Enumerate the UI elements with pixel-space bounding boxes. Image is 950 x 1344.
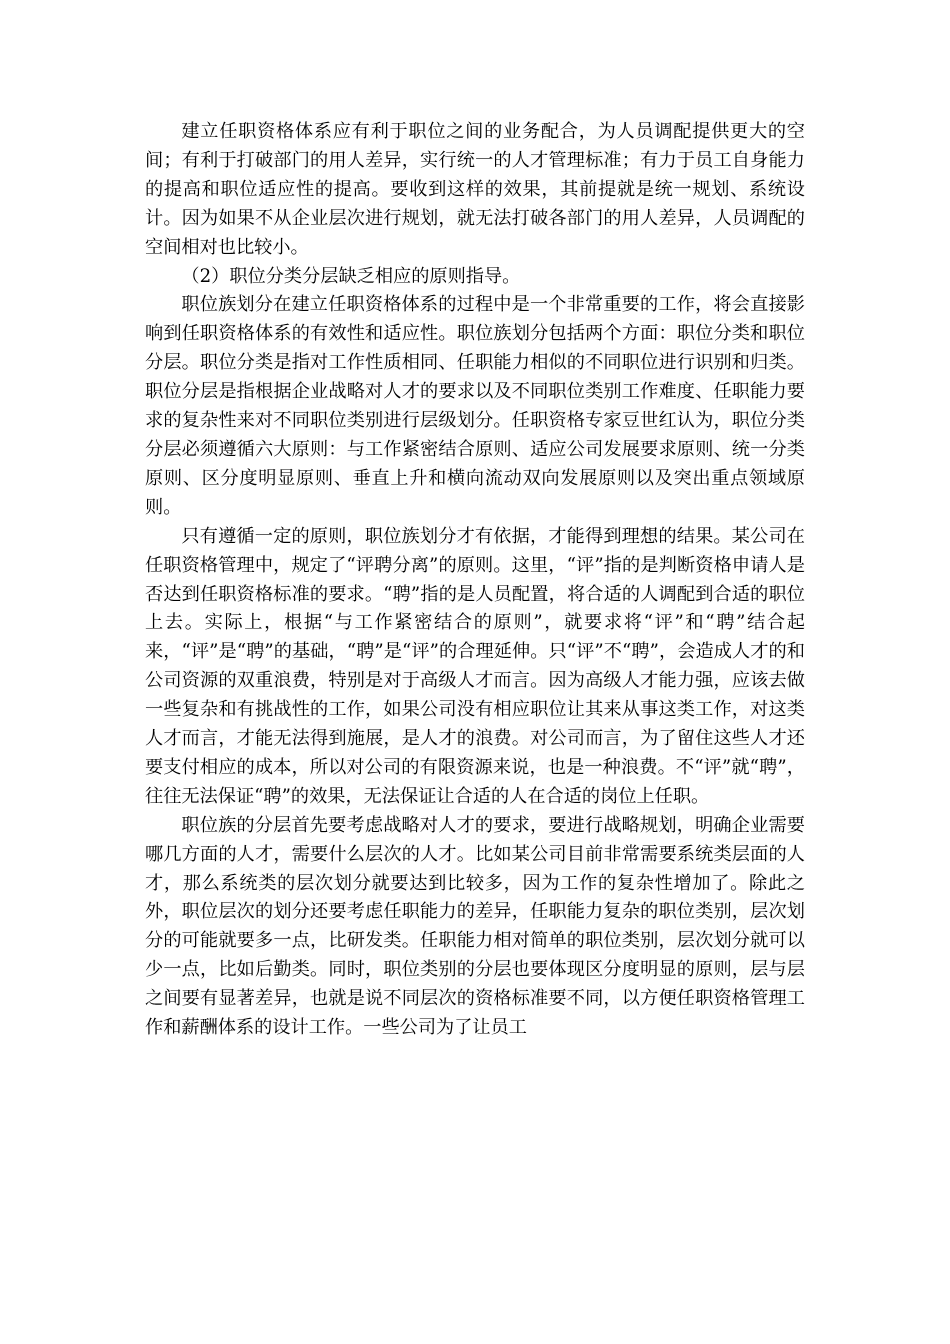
paragraph-evaluation-appointment: 只有遵循一定的原则，职位族划分才有依据，才能得到理想的结果。某公司在任职资格管理中，规定了“评聘分离”的原则。这里，“评”指的是判断资格申请人是否达到任职资格标准的要求。“聘”指的是人员配置，将合适的人调配到合适的职位上去。实际上，根据“与工作紧密结合的原则”，就要求将“评”和“聘”结合起来，“评”是“聘”的基础，“聘”是“评”的合理延伸。只“评”不“聘”，会造成人才的和公司资源的双重浪费，特别是对于高级人才而言。因为高级人才能力强，应该去做一些复杂和有挑战性的工作，如果公司没有相应职位让其来从事这类工作，对这类人才而言，才能无法得到施展，是人才的浪费。对公司而言，为了留住这些人才还要支付相应的成本，所以对公司的有限资源来说，也是一种浪费。不“评”就“聘”，往往无法保证“聘”的效果，无法保证让合适的人在合适的岗位上任职。 [145,525,805,807]
document-body [145,118,805,1043]
paragraph-unified-planning: 建立任职资格体系应有利于职位之间的业务配合，为人员调配提供更大的空间；有利于打破部门的用人差异，实行统一的人才管理标准；有力于员工自身能力的提高和职位适应性的提高。要收到这样的效果，其前提就是统一规划、系统设计。因为如果不从企业层次进行规划，就无法打破各部门的用人差异，人员调配的空间相对也比较小。 [145,121,805,258]
section-heading-classification-principles: （2）职位分类分层缺乏相应的原则指导。 [181,265,521,287]
paragraph-job-family-division: 职位族划分在建立任职资格体系的过程中是一个非常重要的工作，将会直接影响到任职资格体系的有效性和适应性。职位族划分包括两个方面：职位分类和职位分层。职位分类是指对工作性质相同、任职能力相似的不同职位进行识别和归类。职位分层是指根据企业战略对人才的要求以及不同职位类别工作难度、任职能力要求的复杂性来对不同职位类别进行层级划分。任职资格专家豆世红认为，职位分类分层必须遵循六大原则：与工作紧密结合原则、适应公司发展要求原则、统一分类原则、区分度明显原则、垂直上升和横向流动双向发展原则以及突出重点领域原则。 [145,294,805,518]
paragraph-job-family-layering: 职位族的分层首先要考虑战略对人才的要求，要进行战略规划，明确企业需要哪几方面的人才，需要什么层次的人才。比如某公司目前非常需要系统类层面的人才，那么系统类的层次划分就要达到比较多，因为工作的复杂性增加了。除此之外，职位层次的划分还要考虑任职能力的差异，任职能力复杂的职位类别，层次划分的可能就要多一点，比研发类。任职能力相对简单的职位类别，层次划分就可以少一点，比如后勤类。同时，职位类别的分层也要体现区分度明显的原则，层与层之间要有显著差异，也就是说不同层次的资格标准要不同，以方便任职资格管理工作和薪酬体系的设计工作。一些公司为了让员工 [145,814,805,1039]
